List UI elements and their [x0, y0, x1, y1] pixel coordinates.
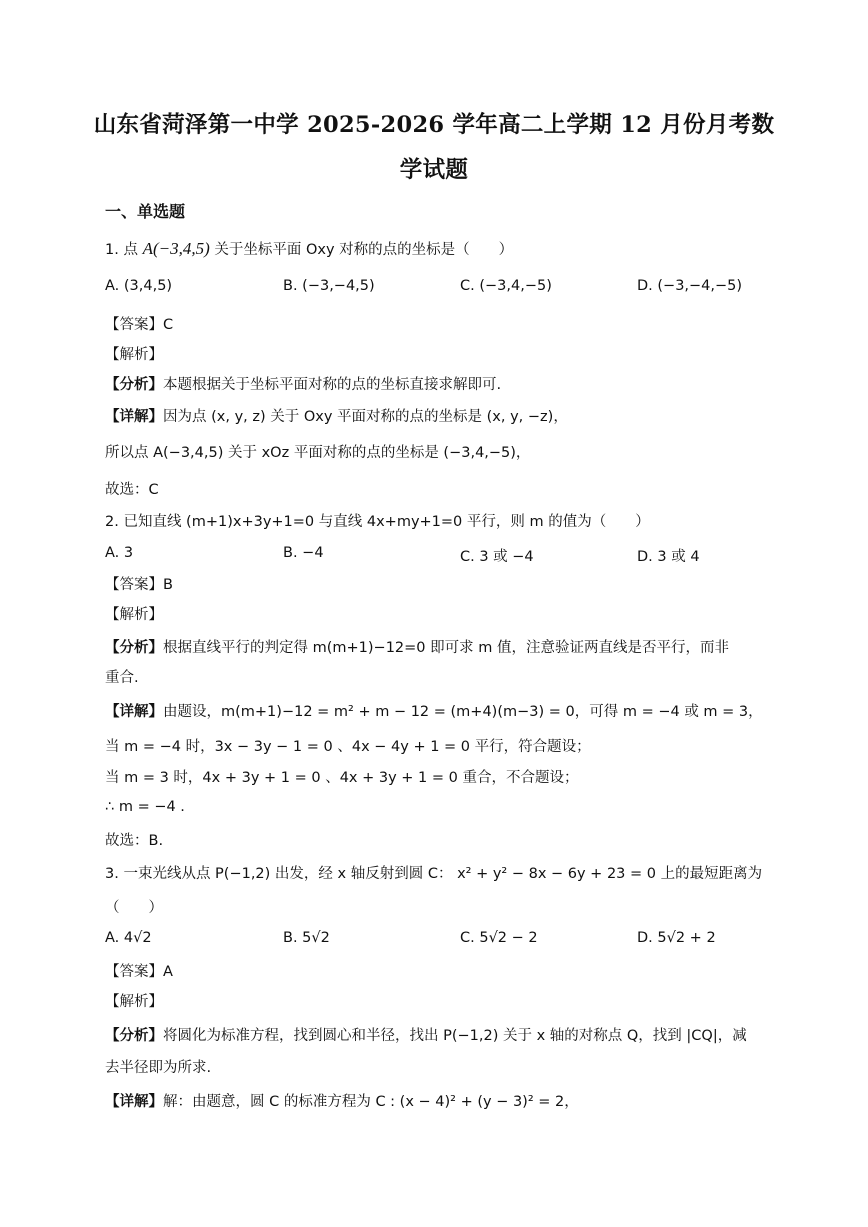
- q2-xiangjie-text1: 由题设，m(m+1)−12 = m² + m − 12 = (m+4)(m−3) = 0，可得 m = −4 或 m = 3，: [163, 704, 763, 720]
- q1-analysis-heading: 【解析】: [105, 347, 163, 363]
- section-heading-single-choice: 一、单选题: [105, 202, 186, 221]
- q1-xiangjie-text1: 因为点 (x, y, z) 关于 Oxy 平面对称的点的坐标是 (x, y, −z)，: [163, 409, 568, 425]
- q2-xiangjie-line3: 当 m = 3 时，4x + 3y + 1 = 0 、4x + 3y + 1 = 0 重合，不合题设；: [105, 770, 579, 786]
- q2-fenxi-line1: [105, 636, 729, 657]
- q3-fenxi-line1: [105, 1024, 747, 1045]
- q3-xiangjie-line1: [105, 1090, 579, 1111]
- q2-option-a: A. 3: [105, 545, 134, 561]
- q2-option-d: D. 3 或 4: [637, 549, 700, 565]
- q1-stem-prefix: 1. 点: [105, 242, 138, 258]
- q1-xiangjie-line1: [105, 405, 568, 426]
- document-title-line2: 学试题: [399, 157, 469, 183]
- q1-stem-suffix: 关于坐标平面 Oxy 对称的点的坐标是（ ）: [214, 242, 514, 258]
- q3-fenxi-line2: 去半径即为所求.: [105, 1060, 212, 1076]
- q2-option-c: C. 3 或 −4: [460, 549, 534, 565]
- q2-xiangjie-line4: ∴ m = −4 .: [105, 799, 185, 815]
- q1-fenxi: [105, 373, 501, 394]
- q2-fenxi-text1: 根据直线平行的判定得 m(m+1)−12=0 即可求 m 值，注意验证两直线是否平行，而非: [163, 640, 729, 656]
- q3-option-c: C. 5√2 − 2: [460, 930, 538, 946]
- q2-fenxi-line2: 重合.: [105, 670, 139, 686]
- q3-fenxi-tag: 【分析】: [105, 1028, 163, 1044]
- q3-option-a: A. 4√2: [105, 930, 152, 946]
- q2-stem: 2. 已知直线 (m+1)x+3y+1=0 与直线 4x+my+1=0 平行，则 m 的值为（ ）: [105, 514, 650, 530]
- q3-xiangjie-text1: 解：由题意，圆 C 的标准方程为 C : (x − 4)² + (y − 3)² = 2，: [163, 1094, 579, 1110]
- q1-answer: 【答案】C: [105, 317, 174, 333]
- document-title-line1: 山东省菏泽第一中学 2025-2026 学年高二上学期 12 月份月考数: [93, 112, 775, 138]
- q1-xiangjie-line2: 所以点 A(−3,4,5) 关于 xOz 平面对称的点的坐标是 (−3,4,−5)，: [105, 445, 531, 461]
- q1-stem-point: A(−3,4,5): [142, 239, 210, 258]
- q1-option-a: A. (3,4,5): [105, 278, 173, 294]
- q2-option-b: B. −4: [283, 545, 324, 561]
- q1-stem: [105, 238, 513, 259]
- q1-option-c: C. (−3,4,−5): [460, 278, 552, 294]
- q3-xiangjie-tag: 【详解】: [105, 1094, 163, 1110]
- q1-option-b: B. (−3,−4,5): [283, 278, 375, 294]
- q2-analysis-heading: 【解析】: [105, 607, 163, 623]
- q2-xiangjie-tag: 【详解】: [105, 704, 163, 720]
- q3-fenxi-text1: 将圆化为标准方程，找到圆心和半径，找出 P(−1,2) 关于 x 轴的对称点 Q，找到 |CQ|，减: [163, 1028, 747, 1044]
- q2-xiangjie-line2: 当 m = −4 时，3x − 3y − 1 = 0 、4x − 4y + 1 = 0 平行，符合题设；: [105, 739, 591, 755]
- q2-choose: 故选：B.: [105, 833, 164, 849]
- q1-choose: 故选：C: [105, 482, 159, 498]
- q1-xiangjie-tag: 【详解】: [105, 409, 163, 425]
- q1-fenxi-tag: 【分析】: [105, 377, 163, 393]
- q3-stem-line2: （ ）: [105, 900, 163, 916]
- q3-option-b: B. 5√2: [283, 930, 330, 946]
- q2-fenxi-tag: 【分析】: [105, 640, 163, 656]
- q3-answer: 【答案】A: [105, 964, 173, 980]
- q3-analysis-heading: 【解析】: [105, 994, 163, 1010]
- q2-xiangjie-line1: [105, 700, 763, 721]
- q3-stem-line1: 3. 一束光线从点 P(−1,2) 出发，经 x 轴反射到圆 C： x² + y² − 8x − 6y + 23 = 0 上的最短距离为: [105, 866, 763, 882]
- q2-answer: 【答案】B: [105, 577, 173, 593]
- q3-option-d: D. 5√2 + 2: [637, 930, 716, 946]
- q1-option-d: D. (−3,−4,−5): [637, 278, 743, 294]
- q1-fenxi-text: 本题根据关于坐标平面对称的点的坐标直接求解即可.: [163, 377, 502, 393]
